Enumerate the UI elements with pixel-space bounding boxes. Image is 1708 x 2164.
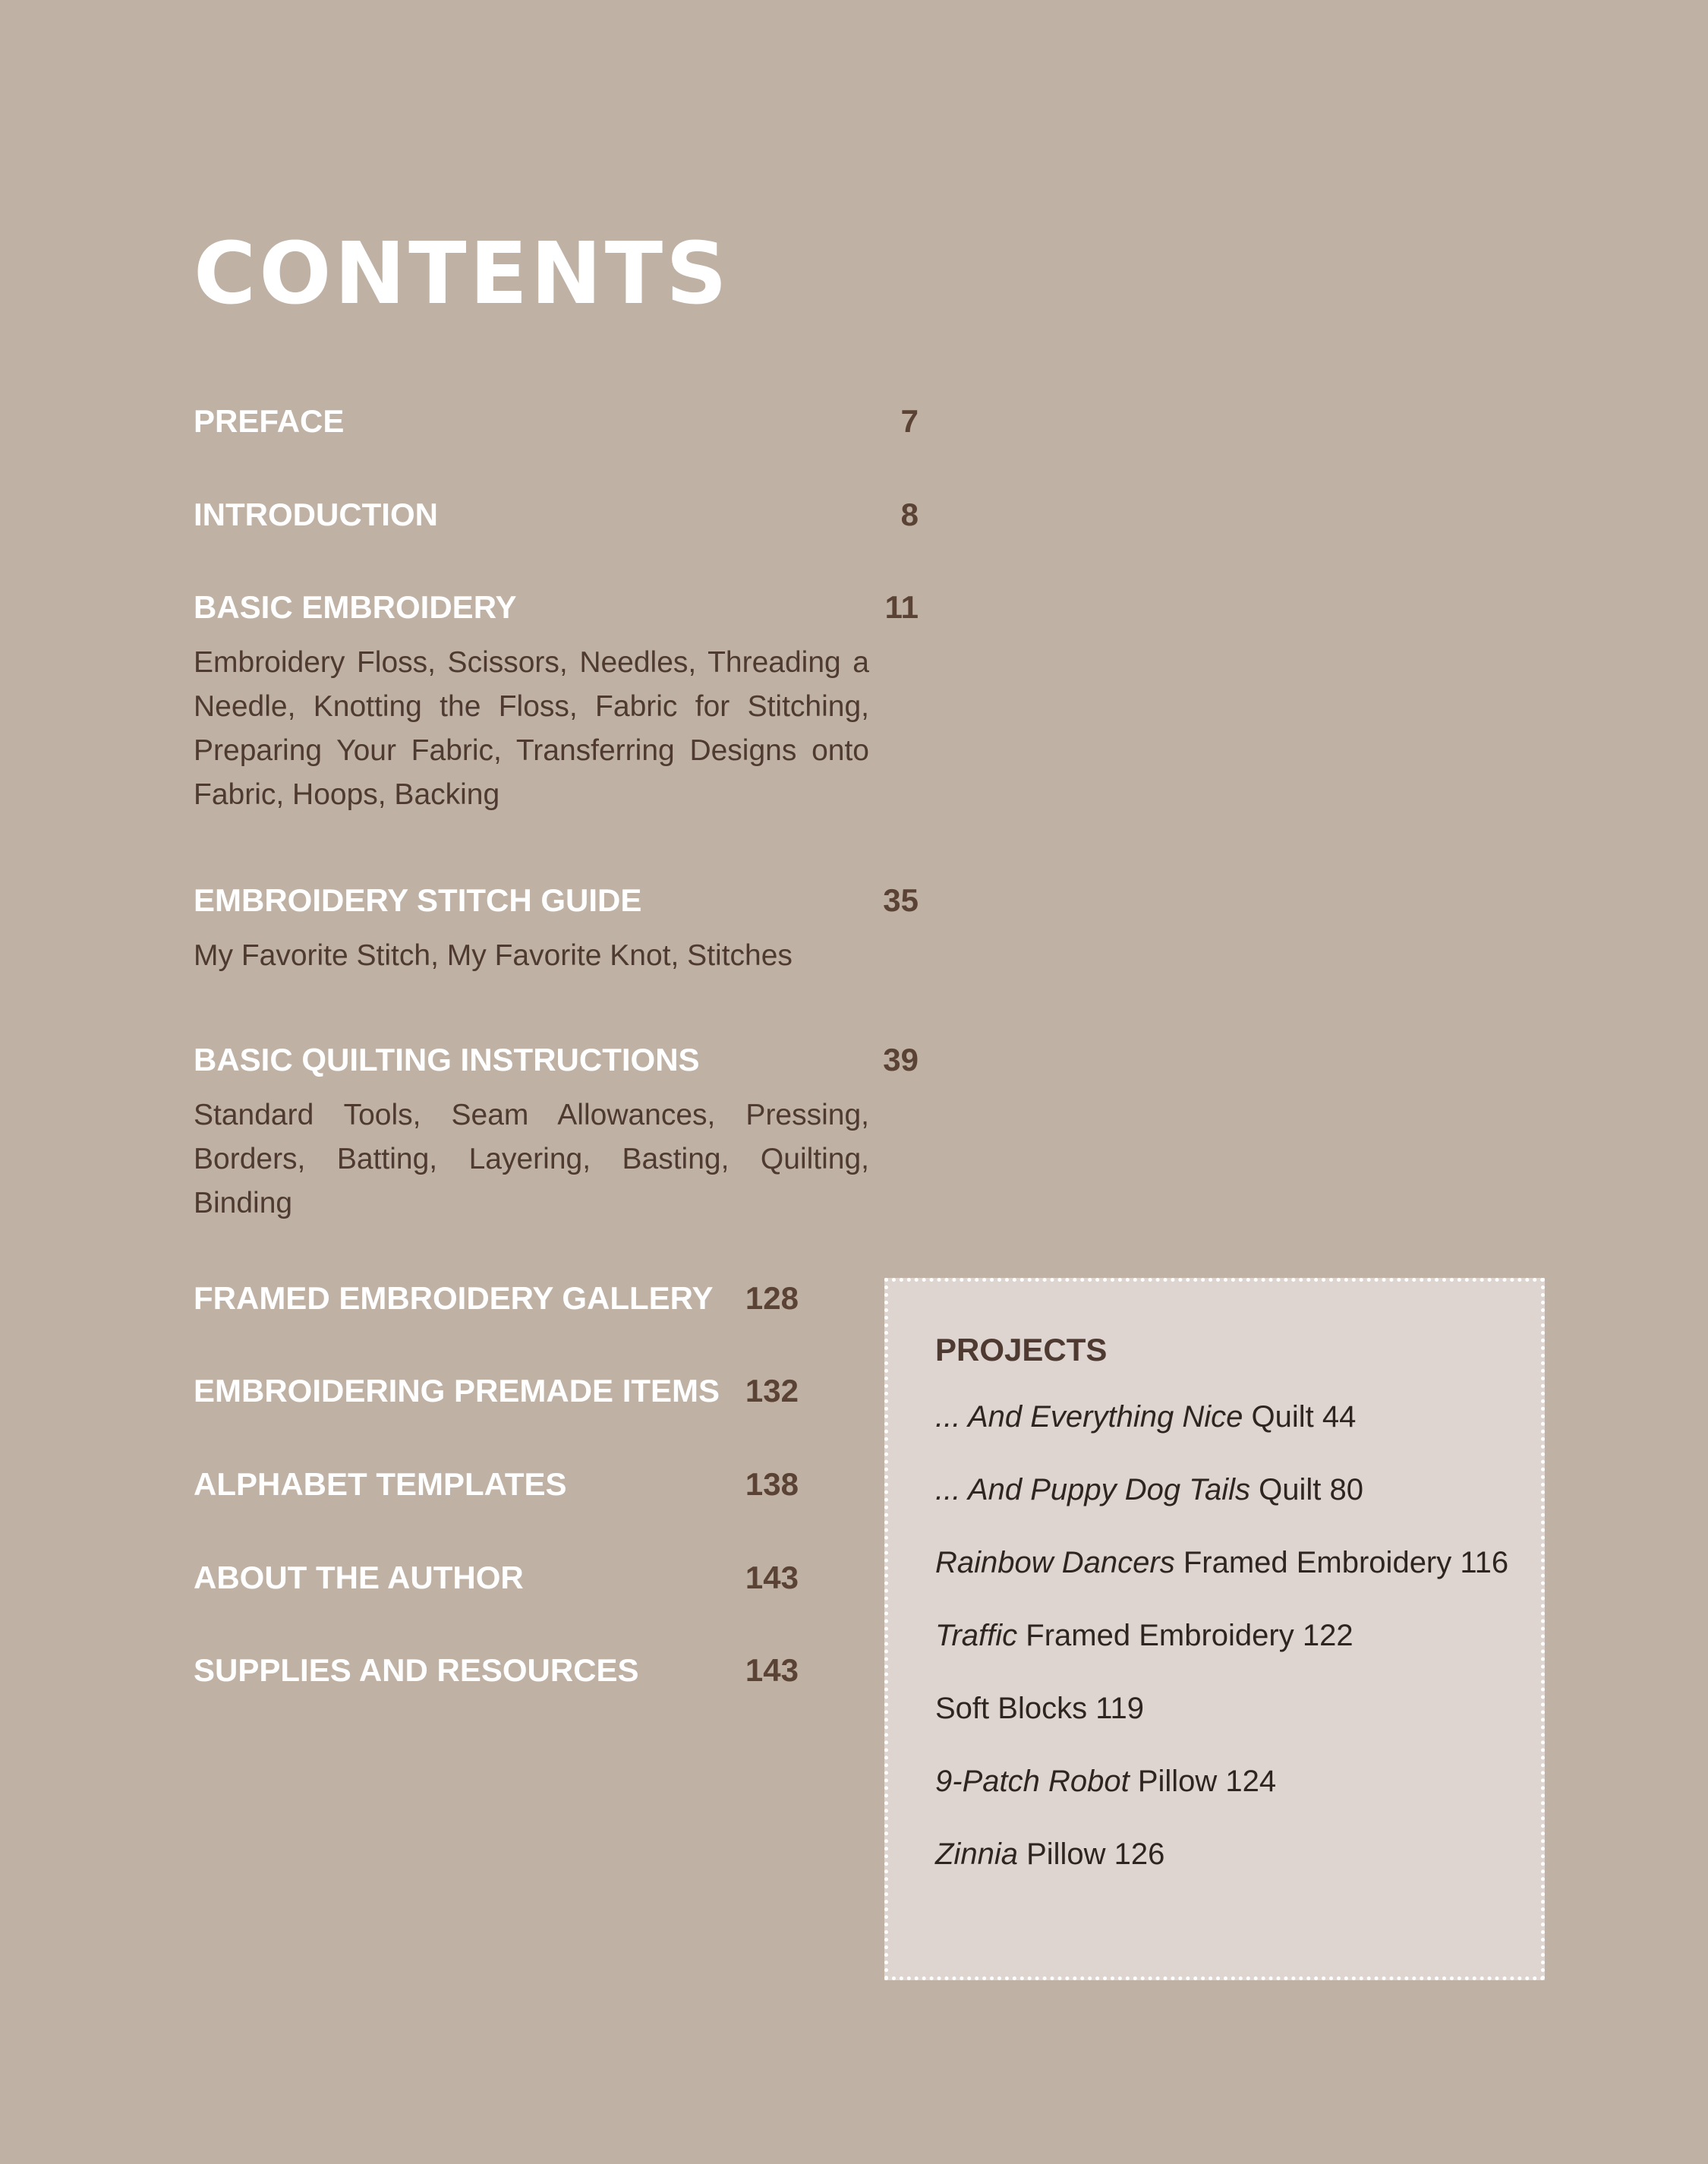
toc-entry-title: ALPHABET TEMPLATES bbox=[194, 1466, 567, 1502]
project-item[interactable] bbox=[935, 1760, 1508, 1833]
toc-entry-title: BASIC EMBROIDERY bbox=[194, 589, 517, 625]
toc-entry-page: 132 bbox=[745, 1373, 799, 1408]
projects-box bbox=[884, 1278, 1545, 1980]
toc-entry-alphabet-templates[interactable] bbox=[194, 1463, 799, 1506]
toc-entry-page: 143 bbox=[745, 1560, 799, 1595]
project-item-rest: Quilt 44 bbox=[1243, 1400, 1357, 1434]
toc-entry-title: SUPPLIES AND RESOURCES bbox=[194, 1652, 639, 1688]
project-item-rest: Quilt 80 bbox=[1250, 1473, 1364, 1506]
page-title: CONTENTS bbox=[194, 225, 730, 323]
project-item-italic-title: Traffic bbox=[935, 1619, 1018, 1652]
toc-entry-introduction[interactable] bbox=[194, 494, 919, 536]
toc-entry-title: EMBROIDERY STITCH GUIDE bbox=[194, 882, 642, 918]
project-item[interactable] bbox=[935, 1687, 1508, 1760]
project-item-italic-title: Rainbow Dancers bbox=[935, 1546, 1175, 1579]
toc-entry-basic-quilting-instructions[interactable] bbox=[194, 1039, 919, 1226]
projects-heading: PROJECTS bbox=[935, 1332, 1108, 1367]
toc-entry-description: Embroidery Floss, Scissors, Needles, Threading a Needle, Knotting the Floss, Fabric for Stitching, Preparing Your Fabric, Transferring Designs onto Fabric, Hoops, Backing bbox=[194, 646, 869, 811]
toc-entry-page: 11 bbox=[884, 589, 919, 625]
toc-entry-description: My Favorite Stitch, My Favorite Knot, Stitches bbox=[194, 939, 793, 972]
project-item-italic-title: 9-Patch Robot bbox=[935, 1765, 1130, 1798]
toc-entry-title: ABOUT THE AUTHOR bbox=[194, 1560, 524, 1595]
project-item-italic-title: ... And Puppy Dog Tails bbox=[935, 1473, 1251, 1506]
toc-entry-title: FRAMED EMBROIDERY GALLERY bbox=[194, 1280, 714, 1316]
project-item[interactable] bbox=[935, 1614, 1508, 1687]
toc-entry-page: 39 bbox=[883, 1042, 919, 1077]
toc-entry-title: EMBROIDERING PREMADE ITEMS bbox=[194, 1373, 720, 1408]
project-item-rest: Soft Blocks 119 bbox=[935, 1692, 1144, 1725]
project-item[interactable] bbox=[935, 1541, 1508, 1614]
toc-entry-supplies-and-resources[interactable] bbox=[194, 1649, 799, 1692]
project-item[interactable] bbox=[935, 1833, 1508, 1906]
toc-entry-page: 35 bbox=[883, 882, 919, 918]
toc-entry-embroidery-stitch-guide[interactable] bbox=[194, 879, 919, 978]
project-item-italic-title: ... And Everything Nice bbox=[935, 1400, 1243, 1434]
toc-entry-description: Standard Tools, Seam Allowances, Pressing, Borders, Batting, Layering, Basting, Quilting, Binding bbox=[194, 1099, 869, 1219]
project-item-rest: Pillow 124 bbox=[1129, 1765, 1277, 1798]
project-item-rest: Framed Embroidery 116 bbox=[1174, 1546, 1509, 1579]
toc-entry-basic-embroidery[interactable] bbox=[194, 586, 919, 817]
toc-entry-page: 138 bbox=[745, 1466, 799, 1502]
toc-entry-about-the-author[interactable] bbox=[194, 1557, 799, 1599]
toc-entry-page: 8 bbox=[900, 497, 919, 532]
projects-list bbox=[935, 1396, 1508, 1906]
toc-entry-preface[interactable] bbox=[194, 400, 919, 443]
toc-entry-title: PREFACE bbox=[194, 403, 345, 439]
toc-entry-page: 143 bbox=[745, 1652, 799, 1688]
toc-entry-page: 128 bbox=[745, 1280, 799, 1316]
toc-entry-page: 7 bbox=[900, 403, 919, 439]
toc-entry-framed-embroidery-gallery[interactable] bbox=[194, 1277, 799, 1320]
project-item[interactable] bbox=[935, 1396, 1508, 1468]
project-item-italic-title: Zinnia bbox=[935, 1838, 1018, 1871]
project-item[interactable] bbox=[935, 1468, 1508, 1541]
project-item-rest: Pillow 126 bbox=[1017, 1838, 1165, 1871]
toc-entry-embroidering-premade-items[interactable] bbox=[194, 1370, 799, 1412]
toc-entry-title: BASIC QUILTING INSTRUCTIONS bbox=[194, 1042, 700, 1077]
toc-entry-title: INTRODUCTION bbox=[194, 497, 438, 532]
project-item-rest: Framed Embroidery 122 bbox=[1017, 1619, 1353, 1652]
